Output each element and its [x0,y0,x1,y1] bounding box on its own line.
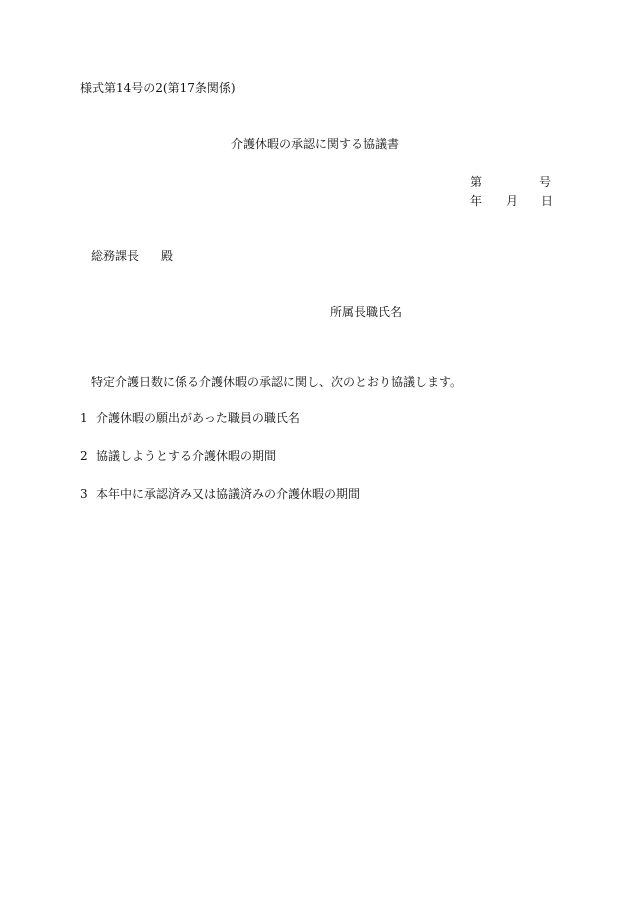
item-label: 協議しようとする介護休暇の期間 [96,449,277,463]
date-month: 月 [506,194,519,208]
addressee-name: 総務課長 [91,249,140,263]
document-number-prefix: 第 [470,175,483,189]
list-item [80,412,300,424]
date-day: 日 [541,194,554,208]
item-number: 1 [80,411,88,425]
intro-text: 特定介護日数に係る介護休暇の承認に関し、次のとおり協議します。 [91,375,463,389]
date-year: 年 [470,194,483,208]
item-label: 本年中に承認済み又は協議済みの介護休暇の期間 [96,487,361,501]
list-item [80,450,276,462]
addressee-honorific: 殿 [161,249,174,263]
affiliation-label: 所属長職氏名 [330,305,403,319]
document-number-suffix: 号 [539,175,552,189]
item-number: 2 [80,449,88,463]
item-number: 3 [80,487,88,501]
addressee [91,250,173,262]
form-number: 様式第14号の2(第17条関係) [80,81,236,95]
item-label: 介護休暇の願出があった職員の職氏名 [96,411,300,425]
document-title: 介護休暇の承認に関する協議書 [230,137,399,151]
list-item [80,488,360,500]
